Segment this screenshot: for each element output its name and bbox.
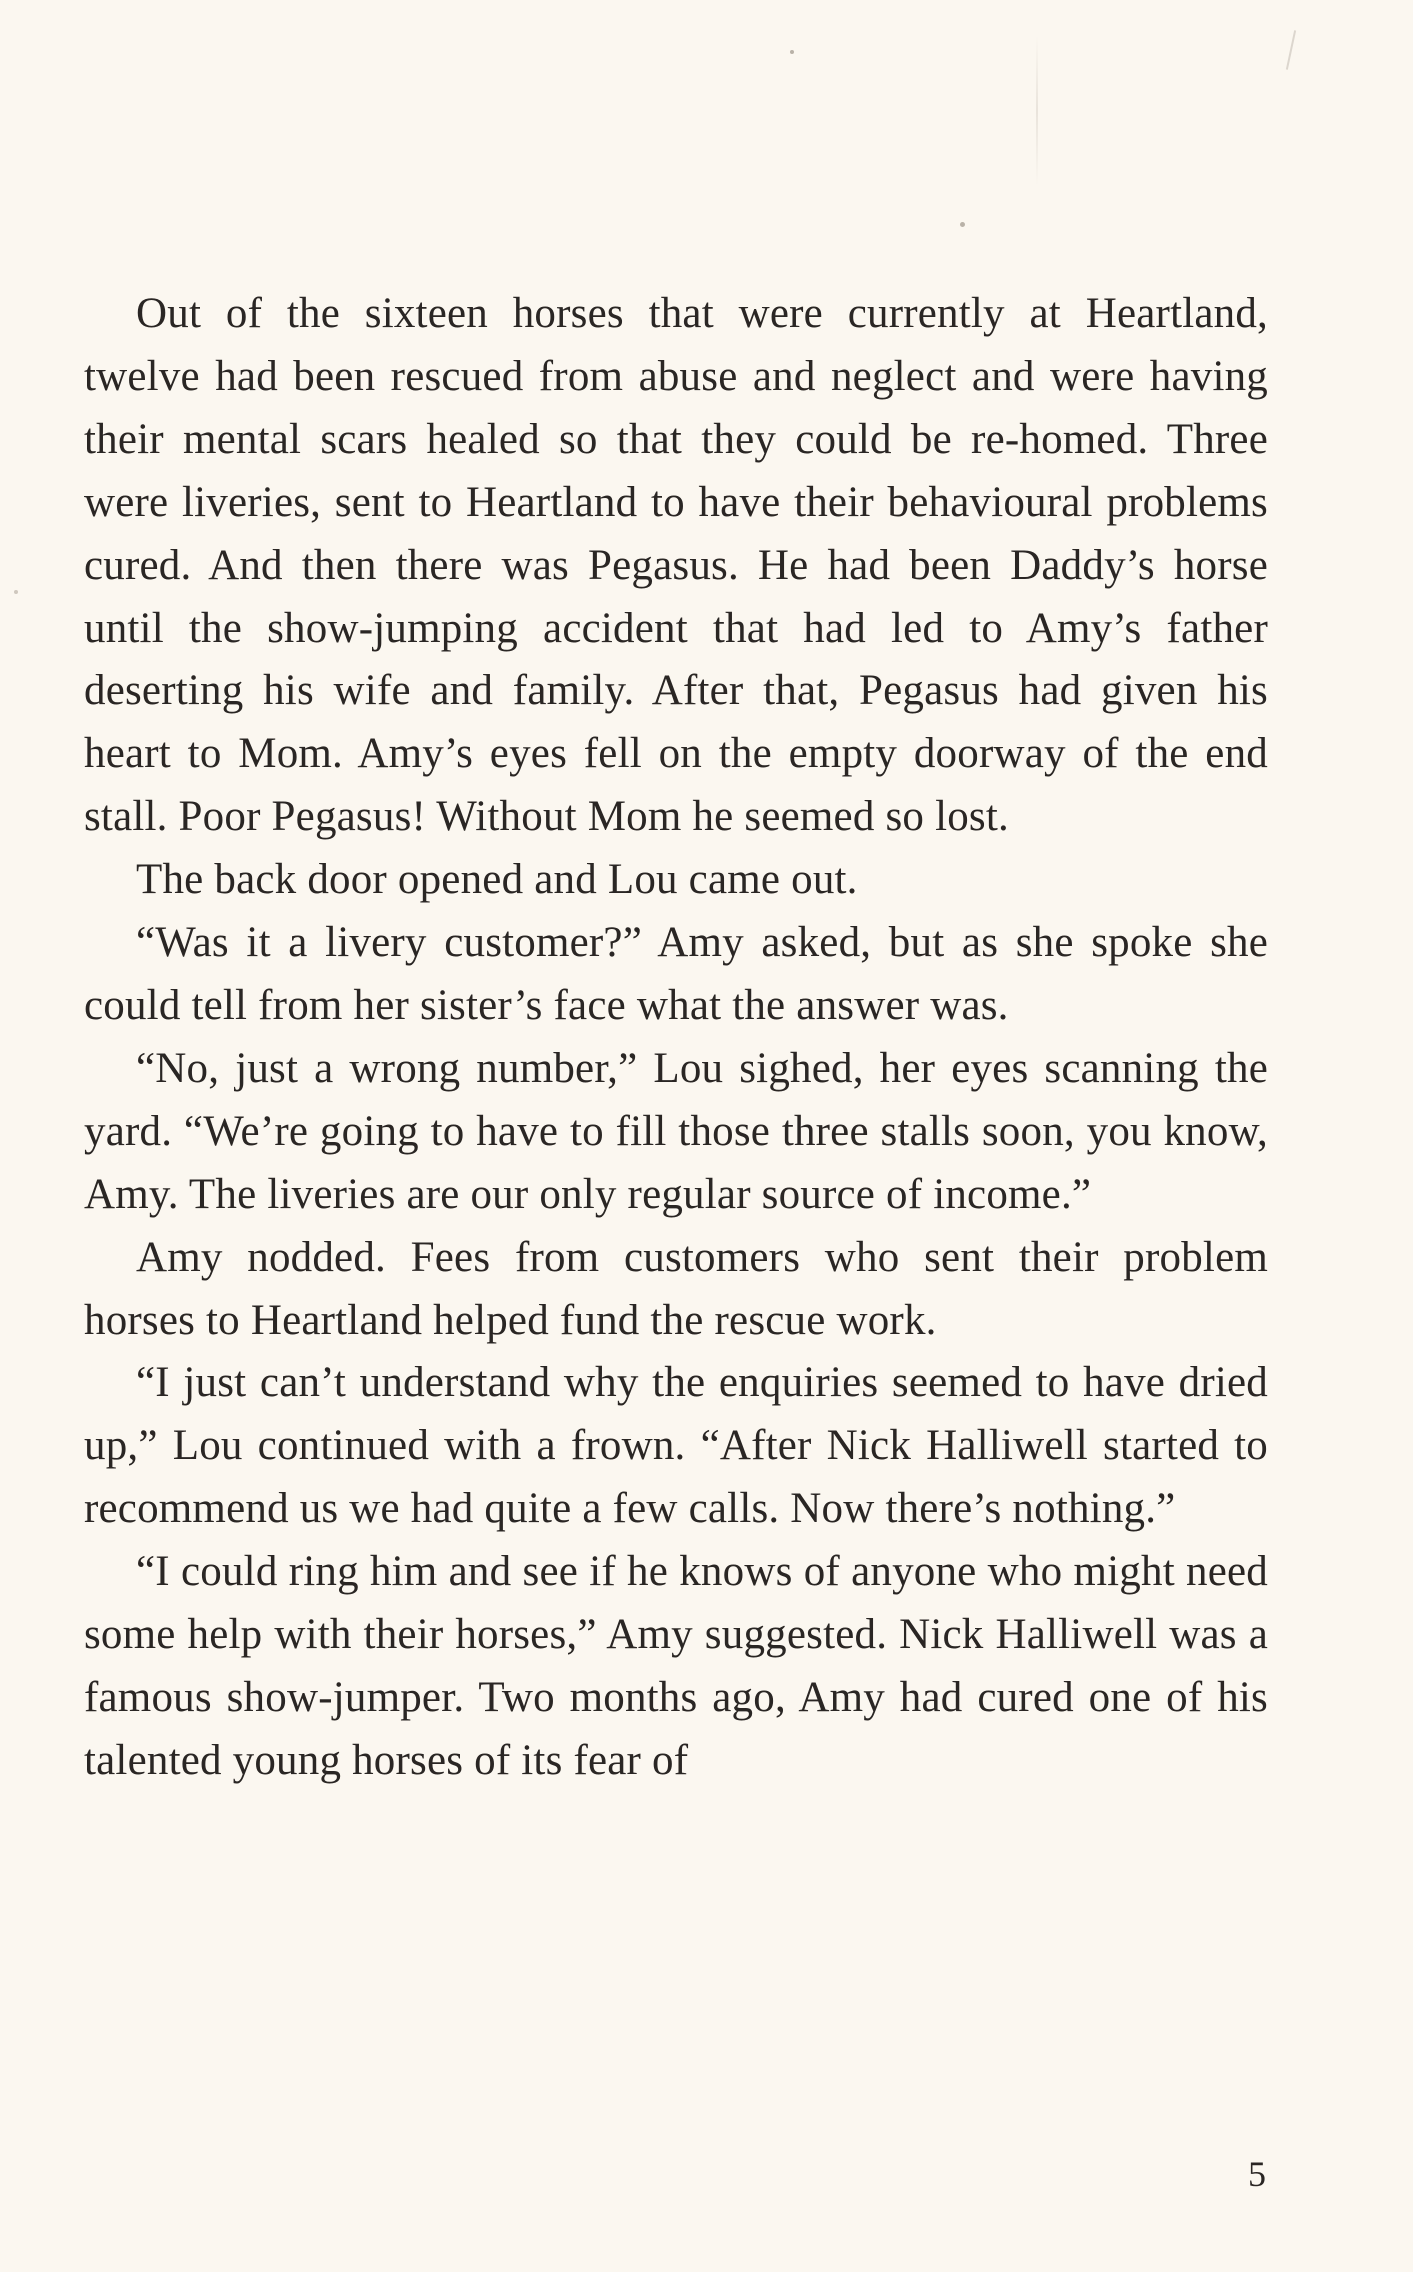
paragraph: “No, just a wrong number,” Lou sighed, her eyes scanning the yard. “We’re going to have to fill those three stalls soon, you know, Amy. The liveries are our only regular source of income.” (84, 1044, 1268, 1218)
paragraph: Amy nodded. Fees from customers who sent their problem horses to Heartland helped fund the rescue work. (84, 1233, 1268, 1344)
paragraph: Out of the sixteen horses that were currently at Heartland, twelve had been rescued from abuse and neglect and were having their mental scars healed so that they could be re-homed. Three were liveries, sent to Heartland to have their behavioural problems cured. And then there was Pegasus. He had been Daddy’s horse until the show-jumping accident that had led to Amy’s father deserting his wife and family. After that, Pegasus had given his heart to Mom. Amy’s eyes fell on the empty doorway of the end stall. Poor Pegasus! Without Mom he seemed so lost. (84, 290, 1268, 841)
paper-speck (960, 222, 965, 227)
paragraph: The back door opened and Lou came out. (136, 856, 858, 904)
paper-crease (1036, 36, 1038, 186)
body-text (84, 283, 1268, 1793)
paragraph: “I could ring him and see if he knows of anyone who might need some help with their horses,” Amy suggested. Nick Halliwell was a famous show-jumper. Two months ago, Amy had cured one of his talented young horses of its fear of (84, 1548, 1268, 1784)
paragraph: “Was it a livery customer?” Amy asked, but as she spoke she could tell from her sister’s face what the answer was. (84, 919, 1268, 1029)
paper-speck (790, 50, 794, 54)
paragraph: “I just can’t understand why the enquiries seemed to have dried up,” Lou continued with a frown. “After Nick Halliwell started to recommend us we had quite a few calls. Now there’s nothing.” (84, 1359, 1268, 1533)
page-number: 5 (1248, 2154, 1266, 2194)
paper-speck (14, 590, 18, 594)
paper-crease (1286, 30, 1296, 70)
